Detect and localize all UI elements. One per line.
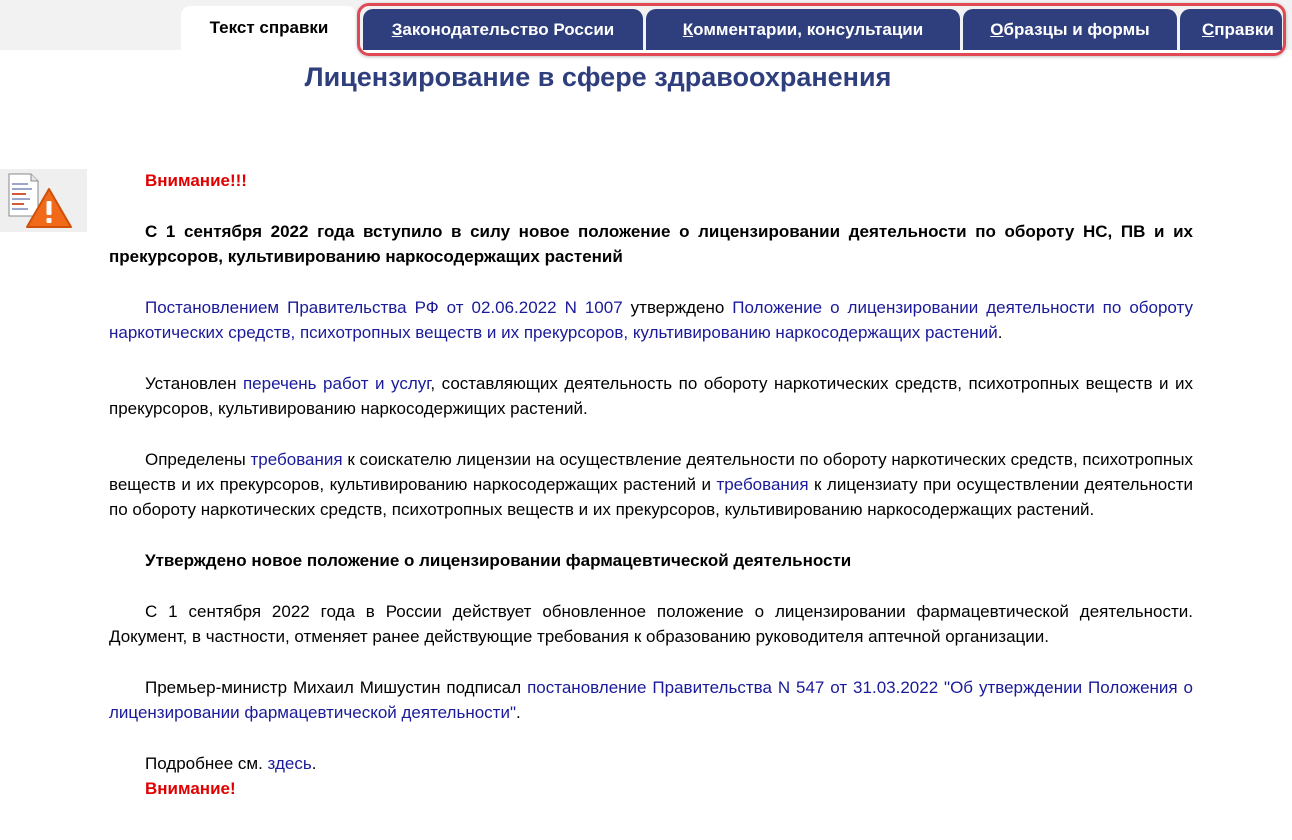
tab-legislation-accesskey: З — [391, 19, 403, 39]
tab-comments[interactable] — [646, 9, 960, 50]
tab-comments-accesskey: К — [682, 19, 694, 39]
paragraph — [109, 371, 1193, 421]
paragraph-text: . — [516, 703, 521, 722]
paragraph — [109, 447, 1193, 522]
works-list-link[interactable]: перечень работ и услуг — [242, 374, 431, 393]
tab-references[interactable] — [1180, 9, 1282, 50]
paragraph-text: Определены — [145, 450, 251, 469]
resolution-547-link[interactable]: постановление Правительства N 547 от 31.03.2022 "Об утверждении Положения о лицензировании фармацевтической деятельности" — [109, 678, 1193, 722]
tab-legislation-label: аконодательство России — [402, 19, 615, 39]
tab-comments-label: омментарии, консультации — [693, 19, 924, 39]
paragraph: С 1 сентября 2022 года в России действует обновленное положение о лицензировании фармацевтической деятельности. Документ, в частности, отменяет ранее действующие требования к образованию руководителя аптечной организации. — [109, 602, 1193, 646]
paragraph-text: Премьер-министр Михаил Мишустин подписал — [145, 678, 528, 697]
paragraph — [109, 295, 1193, 345]
paragraph — [109, 675, 1193, 725]
main-content — [109, 168, 1193, 827]
paragraph-text: Установлен — [145, 374, 243, 393]
tab-legislation[interactable] — [363, 9, 643, 50]
paragraph-text: утверждено — [622, 298, 733, 317]
paragraph-text: к лицензиату при осуществлении деятельности по обороту наркотических средств, психотропных веществ и их прекурсоров, культивированию наркосодержащих растений. — [109, 475, 1193, 519]
details-link[interactable]: здесь — [267, 754, 312, 773]
news-heading: Утверждено новое положение о лицензировании фармацевтической деятельности — [145, 551, 852, 570]
regulation-link[interactable]: Положение о лицензировании деятельности по обороту наркотических средств, психотропных веществ и их прекурсоров, культивированию наркосодержащих растений — [109, 298, 1193, 342]
tab-forms-label: бразцы и формы — [1003, 19, 1150, 39]
licensee-requirements-link[interactable]: требования — [716, 475, 809, 494]
paragraph-text: . — [311, 754, 317, 773]
applicant-requirements-link[interactable]: требования — [250, 450, 343, 469]
tab-references-label: правки — [1214, 19, 1274, 39]
attention-label: Внимание! — [145, 779, 236, 798]
paragraph — [109, 751, 1193, 776]
tab-forms-accesskey: О — [990, 19, 1004, 39]
paragraph-text: Подробнее см. — [145, 754, 268, 773]
tab-forms[interactable] — [963, 9, 1177, 50]
attention-label: Внимание!!! — [145, 171, 247, 190]
resolution-1007-link[interactable]: Постановлением Правительства РФ от 02.06.2022 N 1007 — [145, 298, 623, 317]
document-warning-icon — [0, 169, 87, 232]
page-title: Лицензирование в сфере здравоохранения — [304, 62, 892, 92]
tab-reference-text[interactable] — [181, 6, 357, 50]
news-heading: С 1 сентября 2022 года вступило в силу новое положение о лицензировании деятельности по обороту НС, ПВ и их прекурсоров, культивированию наркосодержащих растений — [109, 222, 1193, 266]
paragraph-text: к соискателю лицензии на осуществление деятельности по обороту наркотических средств, психотропных веществ и их прекурсоров, культивированию наркосодержащих растений и — [109, 450, 1193, 494]
paragraph-text: , составляющих деятельность по обороту наркотических средств, психотропных веществ и их прекурсоров, культивированию наркосодержищих растений. — [109, 374, 1193, 418]
paragraph-text: . — [997, 323, 1003, 342]
tab-reference-text-label: Текст справки — [209, 18, 329, 37]
tab-references-accesskey: С — [1202, 19, 1215, 39]
